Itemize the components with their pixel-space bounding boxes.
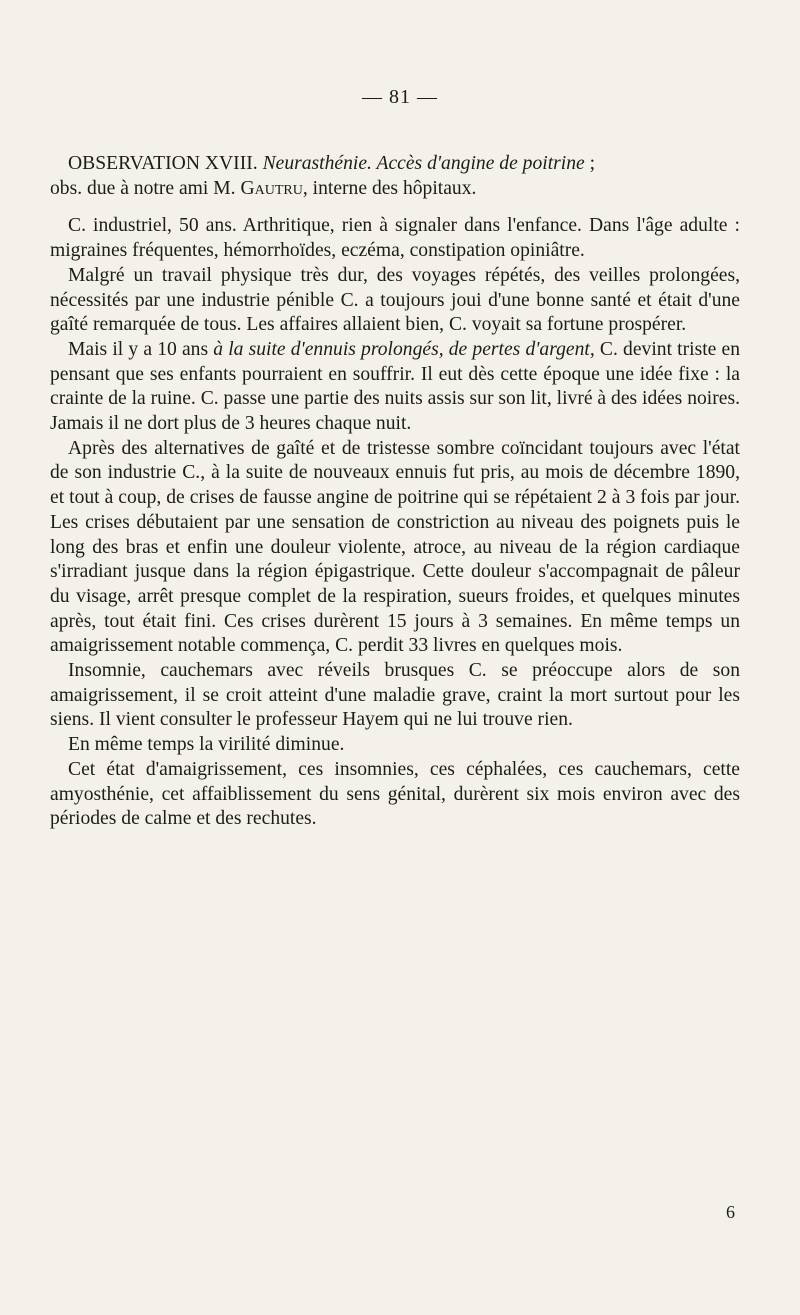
- paragraph-onset-start: Mais il y a 10 ans: [68, 338, 214, 360]
- observation-author: Gautru: [240, 177, 303, 199]
- paragraph-onset: [50, 338, 740, 437]
- paragraph-history: C. industriel, 50 ans. Arthritique, rien à signaler dans l'enfance. Dans l'âge adulte : migraines fréquentes, hémorrhoïdes, eczéma, constipation opiniâtre.: [50, 215, 740, 262]
- observation-label: OBSERVATION XVIII.: [68, 153, 258, 174]
- observation-subtitle: Neurasthénie. Accès d'angine de poitrine: [262, 153, 585, 174]
- paragraph-virility: En même temps la virilité diminue.: [68, 734, 345, 756]
- page-body: [50, 152, 740, 832]
- paragraph-onset-end: C. devint triste en pensant que ses enfants pourraient en souffrir. Il eut dès cette époque une idée fixe : la crainte de la ruine. C. passe une partie des nuits assis sur son lit, livré à des idées noires. Jamais il ne dort plus de 3 heures chaque nuit.: [50, 338, 741, 435]
- observation-source-prefix: obs. due à notre ami M.: [50, 177, 241, 199]
- paragraph-crises: Après des alternatives de gaîté et de tristesse sombre coïncidant toujours avec l'état de son industrie C., à la suite de nouveaux ennuis fut pris, au mois de décembre 1890, et tout à coup, de crises de fausse angine de poitrine qui se répétaient 2 à 3 fois par jour. Les crises débutaient par une sensation de constriction au niveau des poignets puis le long des bras et enfin une douleur violente, atroce, au niveau de la région cardiaque s'irradiant jusque dans la région épigastrique. Cette douleur s'accompagnait de pâleur du visage, arrêt presque complet de la respiration, sueurs froides, et quelques minutes après, tout était fini. Ces crises durèrent 15 jours à 3 semaines. En même temps un amaigrissement notable commença, C. perdit 33 livres en quelques mois.: [50, 437, 740, 657]
- paragraph-duration: Cet état d'amaigrissement, ces insomnies, ces céphalées, ces cauchemars, cette amyosthénie, cet affaiblissement du sens génital, durèrent six mois environ avec des périodes de calme et des rechutes.: [50, 758, 740, 830]
- signature-mark: 6: [726, 1202, 735, 1222]
- paragraph-onset-cause: à la suite d'ennuis prolongés, de pertes d'argent,: [213, 338, 595, 360]
- page-number: — 81 —: [362, 86, 438, 108]
- observation-heading: [50, 152, 740, 201]
- paragraph-insomnia: Insomnie, cauchemars avec réveils brusques C. se préoccupe alors de son amaigrissement, il se croit atteint d'une maladie grave, craint la mort surtout pour les siens. Il vient consulter le professeur Hayem qui ne lui trouve rien.: [50, 660, 740, 731]
- observation-subtitle-punct: ;: [584, 153, 596, 174]
- paragraph-health: Malgré un travail physique très dur, des voyages répétés, des veilles prolongées, nécessités par une industrie pénible C. a toujours joui d'une bonne santé et était d'une gaîté remarquée de tous. Les affaires allaient bien, C. voyait sa fortune prospérer.: [50, 264, 740, 336]
- observation-source-suffix: , interne des hôpitaux.: [302, 177, 477, 199]
